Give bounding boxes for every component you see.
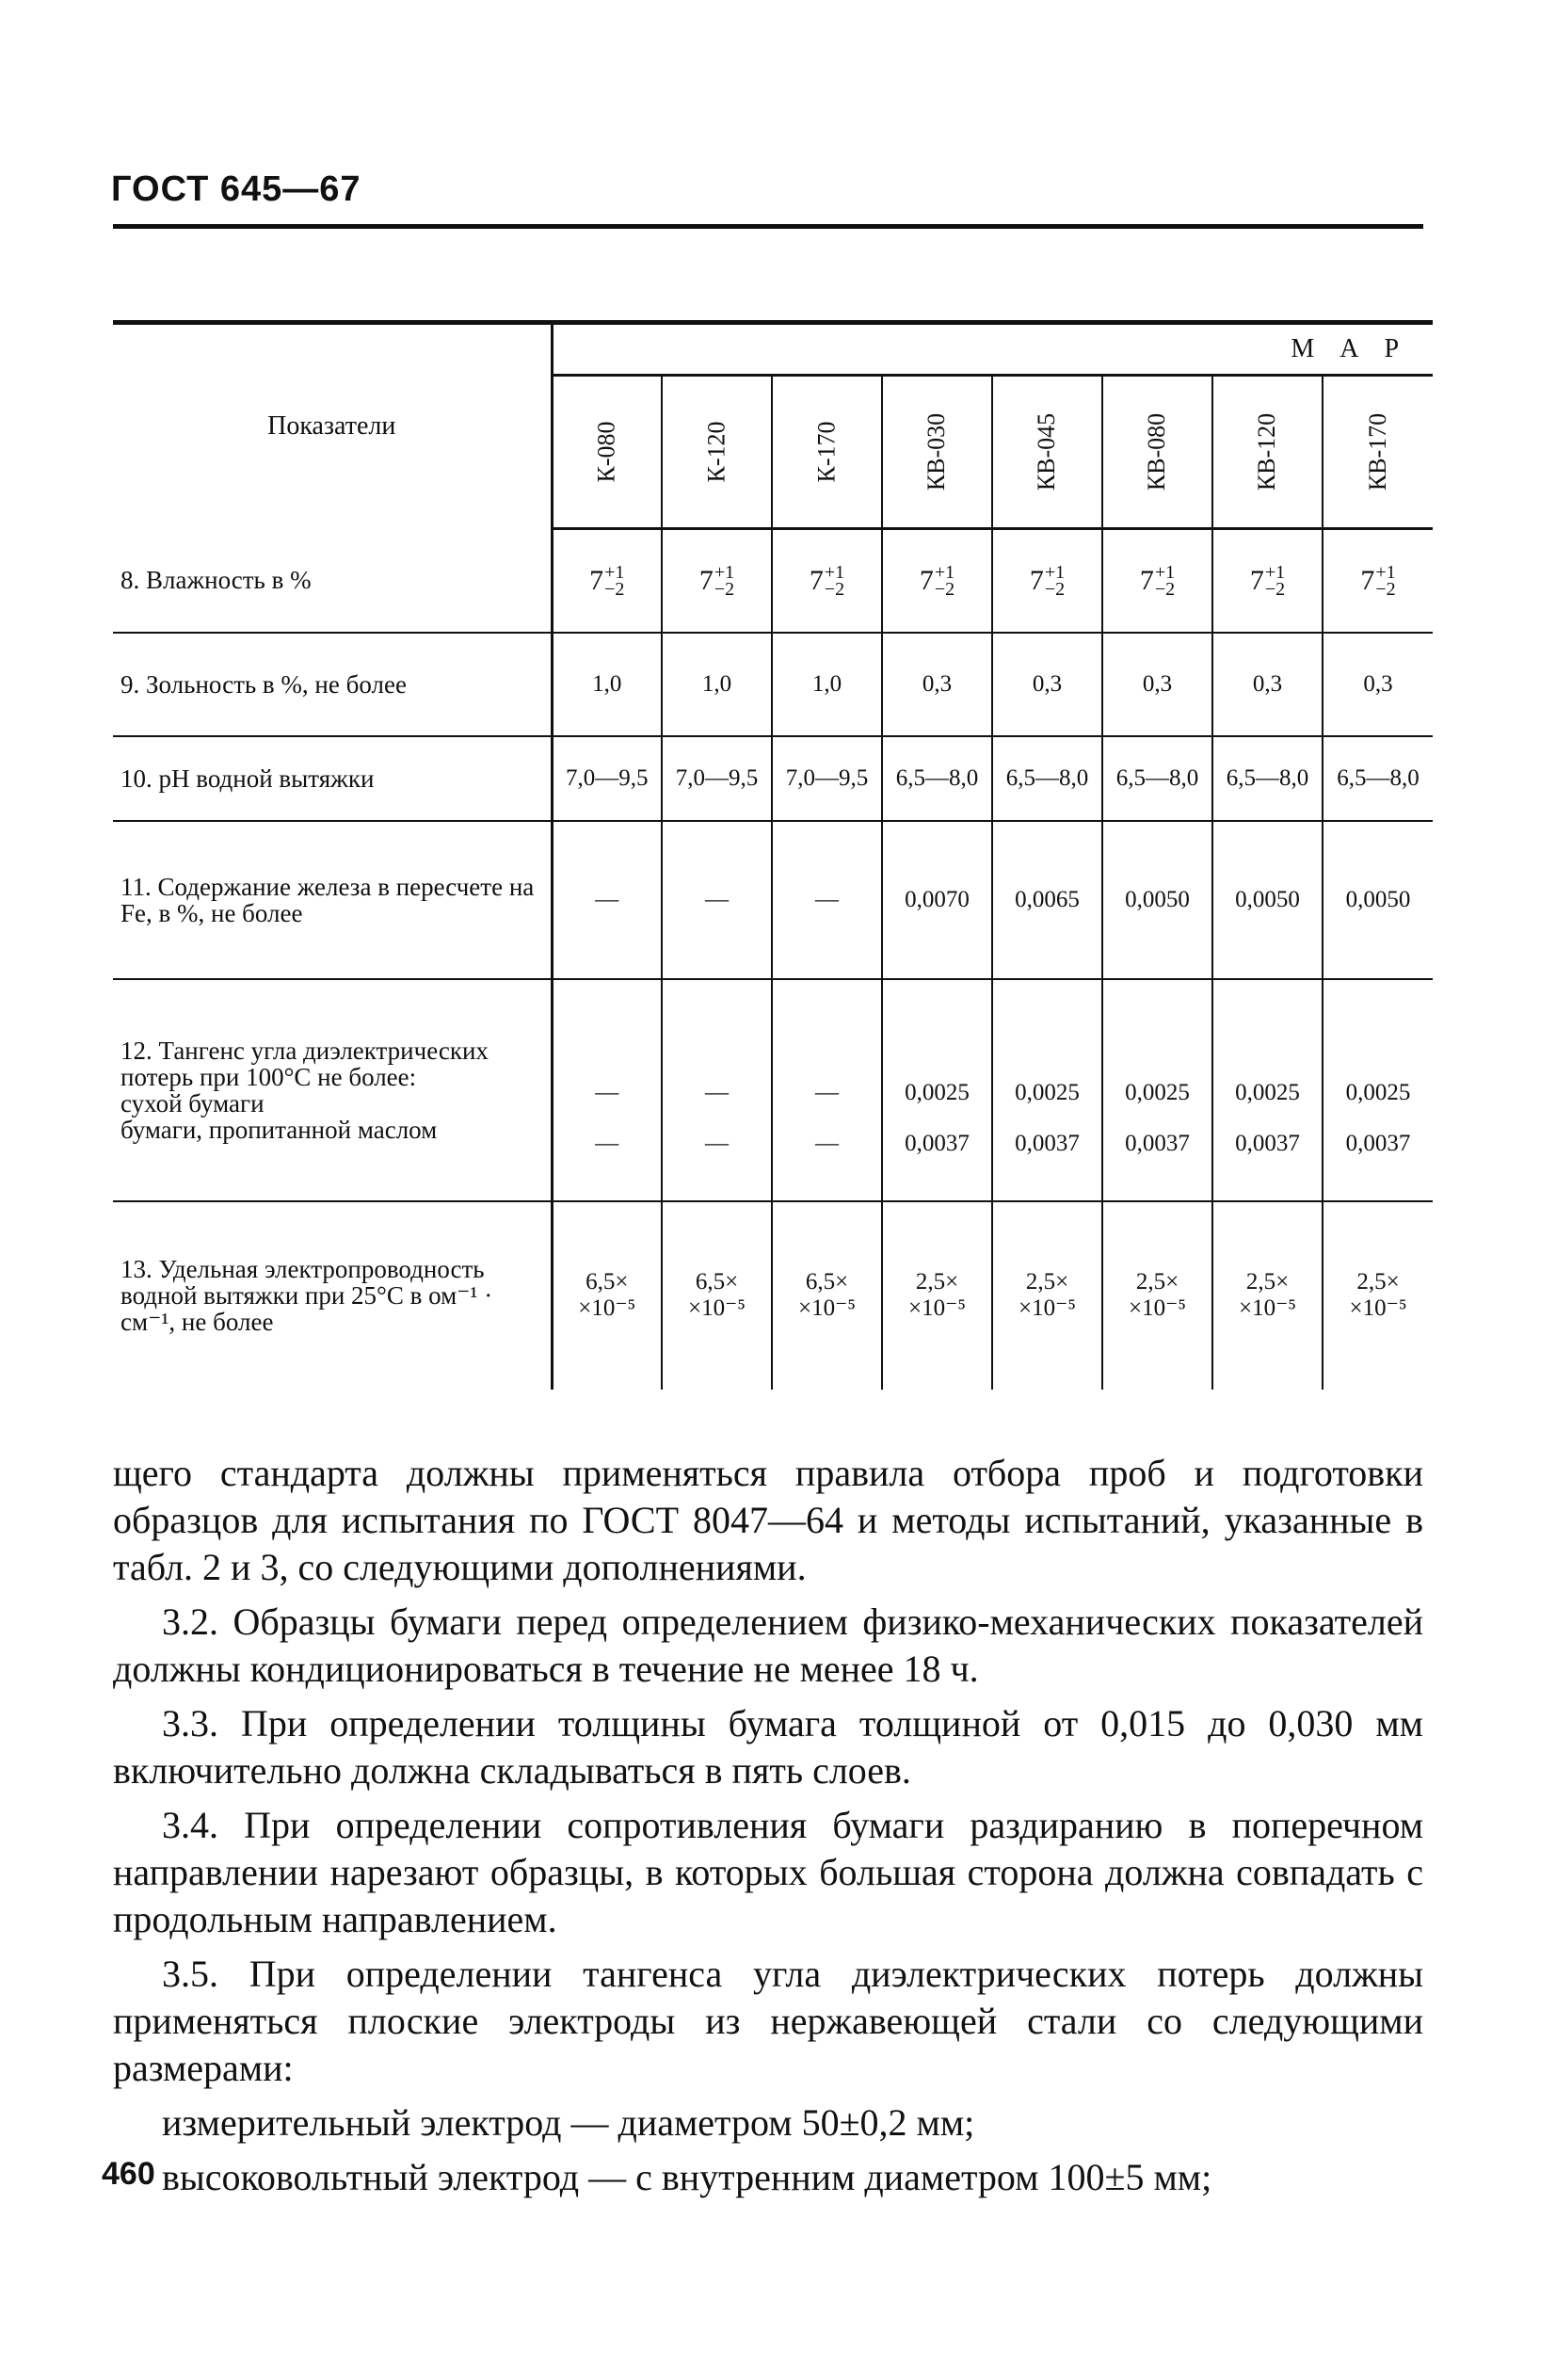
table-cell: 6,5—8,0	[1102, 736, 1212, 821]
row-label: 9. Зольность в %, не более	[113, 633, 552, 736]
table-cell: 2,5× ×10⁻⁵	[882, 1201, 992, 1390]
table-cell: —	[552, 821, 662, 979]
table-cell: — —	[552, 979, 662, 1201]
grade-header: КВ-030	[882, 376, 992, 529]
table-cell: 0,0050	[1102, 821, 1212, 979]
table-cell: 0,0025 0,0037	[1102, 979, 1212, 1201]
properties-table	[113, 320, 1433, 1390]
table-cell: 6,5× ×10⁻⁵	[772, 1201, 882, 1390]
table-cell: 2,5× ×10⁻⁵	[1102, 1201, 1212, 1390]
table-row	[113, 979, 1433, 1201]
page-number: 460	[102, 2156, 155, 2192]
document-header: ГОСТ 645—67	[111, 169, 361, 209]
group-header-mar: М А Р	[552, 323, 1433, 376]
table-cell: 0,3	[1212, 633, 1323, 736]
table-cell: 1,0	[662, 633, 772, 736]
row-sublabel: бумаги, пропитанной маслом	[120, 1115, 438, 1144]
table-cell: 0,0070	[882, 821, 992, 979]
row-label	[113, 979, 552, 1201]
grade-header: К-170	[772, 376, 882, 529]
grade-header: К-120	[662, 376, 772, 529]
table-cell: 6,5—8,0	[1212, 736, 1323, 821]
table-cell: 0,0025 0,0037	[1323, 979, 1433, 1201]
table-cell: 6,5—8,0	[882, 736, 992, 821]
row-sublabel: сухой бумаги	[120, 1088, 265, 1118]
table-cell: 0,0025 0,0037	[1212, 979, 1323, 1201]
table-cell: — —	[662, 979, 772, 1201]
table-row	[113, 736, 1433, 821]
table-row	[113, 821, 1433, 979]
row-label: 10. pH водной вытяжки	[113, 736, 552, 821]
paragraph: 3.5. При определении тангенса угла диэлектрических потерь должны применяться плоские электроды из нержавеющей стали со следующими размерами:	[113, 1953, 1423, 2089]
row-label: 13. Удельная электропроводность водной вытяжки при 25°С в ом⁻¹ · см⁻¹, не более	[113, 1201, 552, 1390]
table-cell: 6,5× ×10⁻⁵	[662, 1201, 772, 1390]
table-cell: 0,0065	[992, 821, 1102, 979]
grade-header: КВ-120	[1212, 376, 1323, 529]
table-cell: 0,0050	[1323, 821, 1433, 979]
table-cell: 6,5× ×10⁻⁵	[552, 1201, 662, 1390]
grade-header: КВ-045	[992, 376, 1102, 529]
table-cell: 0,3	[1323, 633, 1433, 736]
row-label-main: 12. Тангенс угла диэлектрических потерь при 100°С не более:	[120, 1036, 489, 1091]
table-cell: 1,0	[552, 633, 662, 736]
paragraph: 3.4. При определении сопротивления бумаги раздиранию в поперечном направлении нарезают образцы, в которых большая сторона должна совпадать с продольным направлением.	[113, 1804, 1423, 1940]
table-cell: 7,0—9,5	[662, 736, 772, 821]
row-label: 11. Содержание железа в пересчете на Fe, в %, не более	[113, 821, 552, 979]
table-cell: 6,5—8,0	[1323, 736, 1433, 821]
table-cell: 1,0	[772, 633, 882, 736]
table-row	[113, 529, 1433, 633]
table-cell: 2,5× ×10⁻⁵	[992, 1201, 1102, 1390]
body-text	[113, 1450, 1423, 2201]
table-row	[113, 1201, 1433, 1390]
table-cell: 0,3	[992, 633, 1102, 736]
table-cell: 0,3	[1102, 633, 1212, 736]
table-cell: —	[772, 821, 882, 979]
grade-header: КВ-080	[1102, 376, 1212, 529]
table-cell: 0,0025 0,0037	[882, 979, 992, 1201]
table-cell: 2,5× ×10⁻⁵	[1212, 1201, 1323, 1390]
paragraph: 3.3. При определении толщины бумага толщиной от 0,015 до 0,030 мм включительно должна складываться в пять слоев.	[113, 1702, 1423, 1792]
row-label: 8. Влажность в %	[113, 529, 552, 633]
table-cell: 7 +1 −2	[1323, 529, 1433, 633]
header-rule	[113, 224, 1423, 229]
table-cell: 7 +1 −2	[882, 529, 992, 633]
grade-header: К-080	[552, 376, 662, 529]
table-cell: 7 +1 −2	[552, 529, 662, 633]
paragraph: 3.2. Образцы бумаги перед определением физико-механических показателей должны кондиционироваться в течение не менее 18 ч.	[113, 1600, 1423, 1690]
table-cell: 7 +1 −2	[1212, 529, 1323, 633]
table-cell: 0,3	[882, 633, 992, 736]
paragraph: щего стандарта должны применяться правила отбора проб и подготовки образцов для испытания по ГОСТ 8047—64 и методы испытаний, указанные в табл. 2 и 3, со следующими дополнениями.	[113, 1452, 1423, 1588]
table-cell: 2,5× ×10⁻⁵	[1323, 1201, 1433, 1390]
indicators-header: Показатели	[113, 323, 552, 529]
paragraph: измерительный электрод — диаметром 50±0,2 мм;	[162, 2101, 975, 2144]
table-cell: 7 +1 −2	[772, 529, 882, 633]
table-cell: —	[662, 821, 772, 979]
table-cell: 6,5—8,0	[992, 736, 1102, 821]
table-cell: 7 +1 −2	[992, 529, 1102, 633]
table-cell: — —	[772, 979, 882, 1201]
table-cell: 0,0050	[1212, 821, 1323, 979]
grade-header: КВ-170	[1323, 376, 1433, 529]
paragraph: высоковольтный электрод — с внутренним диаметром 100±5 мм;	[162, 2156, 1212, 2198]
table-cell: 7 +1 −2	[662, 529, 772, 633]
table-cell: 7,0—9,5	[552, 736, 662, 821]
table-row	[113, 633, 1433, 736]
table-cell: 0,0025 0,0037	[992, 979, 1102, 1201]
table-cell: 7,0—9,5	[772, 736, 882, 821]
table-cell: 7 +1 −2	[1102, 529, 1212, 633]
